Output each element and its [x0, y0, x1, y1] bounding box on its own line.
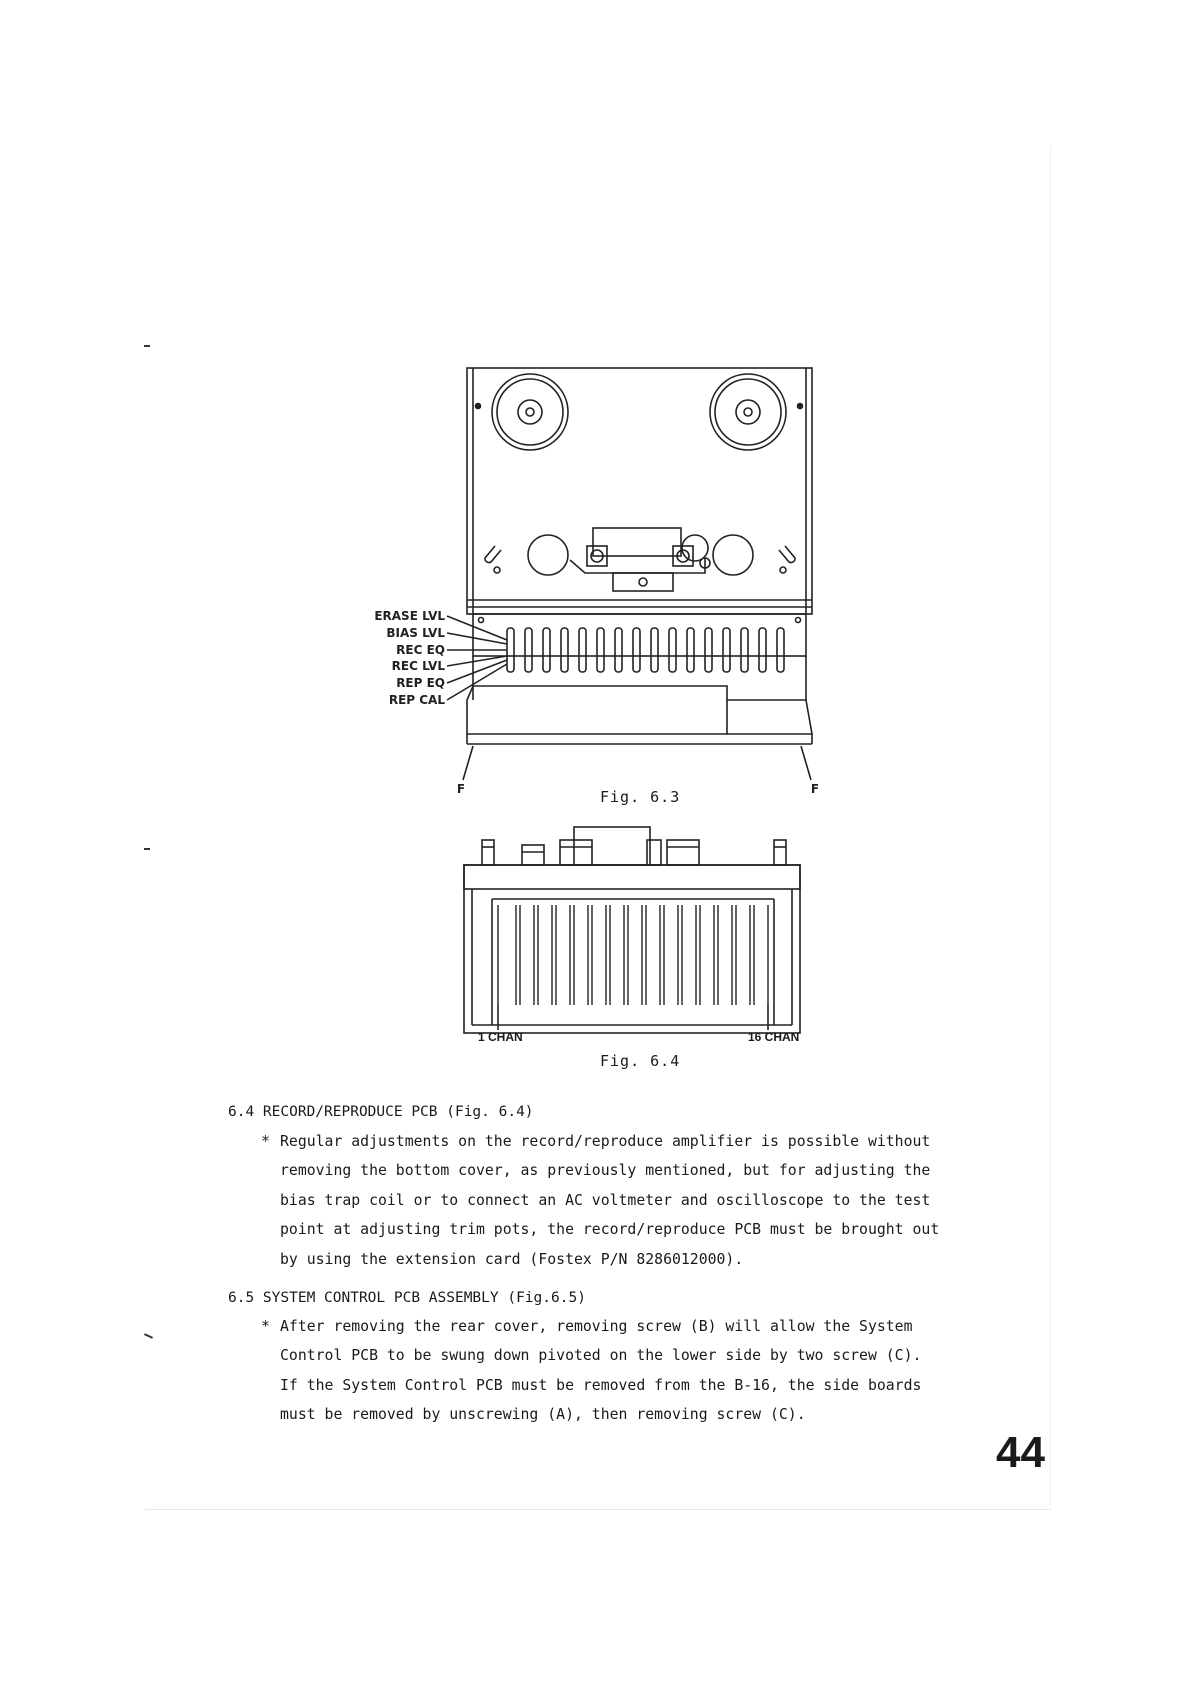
margin-mark — [144, 848, 150, 850]
section-6-5-body — [261, 1312, 1010, 1430]
section-heading-6-4: 6.4 RECORD/REPRODUCE PCB (Fig. 6.4) — [228, 1104, 534, 1120]
fig-6-3-caption: Fig. 6.3 — [600, 788, 681, 806]
fig-6-4-caption: Fig. 6.4 — [600, 1052, 681, 1070]
label-foot-left: F — [456, 782, 466, 796]
figure-6-4 — [462, 825, 822, 1040]
body-line: Regular adjustments on the record/reproduce amplifier is possible without — [280, 1133, 931, 1150]
body-line: bias trap coil or to connect an AC voltmeter and oscilloscope to the test — [280, 1191, 931, 1209]
body-line: by using the extension card (Fostex P/N 8286012000). — [280, 1250, 744, 1268]
label-erase-lvl: ERASE LVL — [374, 609, 445, 623]
label-16-chan: 16 CHAN — [748, 1030, 800, 1044]
body-line: Control PCB to be swung down pivoted on the lower side by two screw (C). — [280, 1347, 922, 1365]
page-number: 44 — [996, 1428, 1045, 1477]
margin-mark — [144, 345, 150, 347]
figure-6-3 — [355, 360, 825, 800]
bullet: * — [261, 1318, 270, 1335]
label-rep-cal: REP CAL — [388, 693, 445, 707]
body-line: point at adjusting trim pots, the record/reproduce PCB must be brought out — [280, 1221, 940, 1239]
label-foot-right: F — [810, 782, 820, 796]
tape-deck-bottom-drawing — [462, 825, 822, 1040]
section-6-4-body — [261, 1127, 1010, 1274]
body-line: If the System Control PCB must be removed from the B-16, the side boards — [280, 1376, 922, 1394]
body-line: must be removed by unscrewing (A), then removing screw (C). — [280, 1406, 806, 1424]
body-line: After removing the rear cover, removing screw (B) will allow the System — [280, 1318, 913, 1335]
label-rec-eq: REC EQ — [396, 643, 445, 657]
tape-deck-front-drawing — [355, 360, 825, 800]
label-1-chan: 1 CHAN — [478, 1030, 523, 1044]
label-rec-lvl: REC LVL — [391, 659, 445, 673]
section-heading-6-5: 6.5 SYSTEM CONTROL PCB ASSEMBLY (Fig.6.5) — [228, 1290, 586, 1306]
label-rep-eq: REP EQ — [396, 676, 445, 690]
label-bias-lvl: BIAS LVL — [386, 626, 445, 640]
bullet: * — [261, 1133, 270, 1150]
body-line: removing the bottom cover, as previously mentioned, but for adjusting the — [280, 1162, 931, 1180]
